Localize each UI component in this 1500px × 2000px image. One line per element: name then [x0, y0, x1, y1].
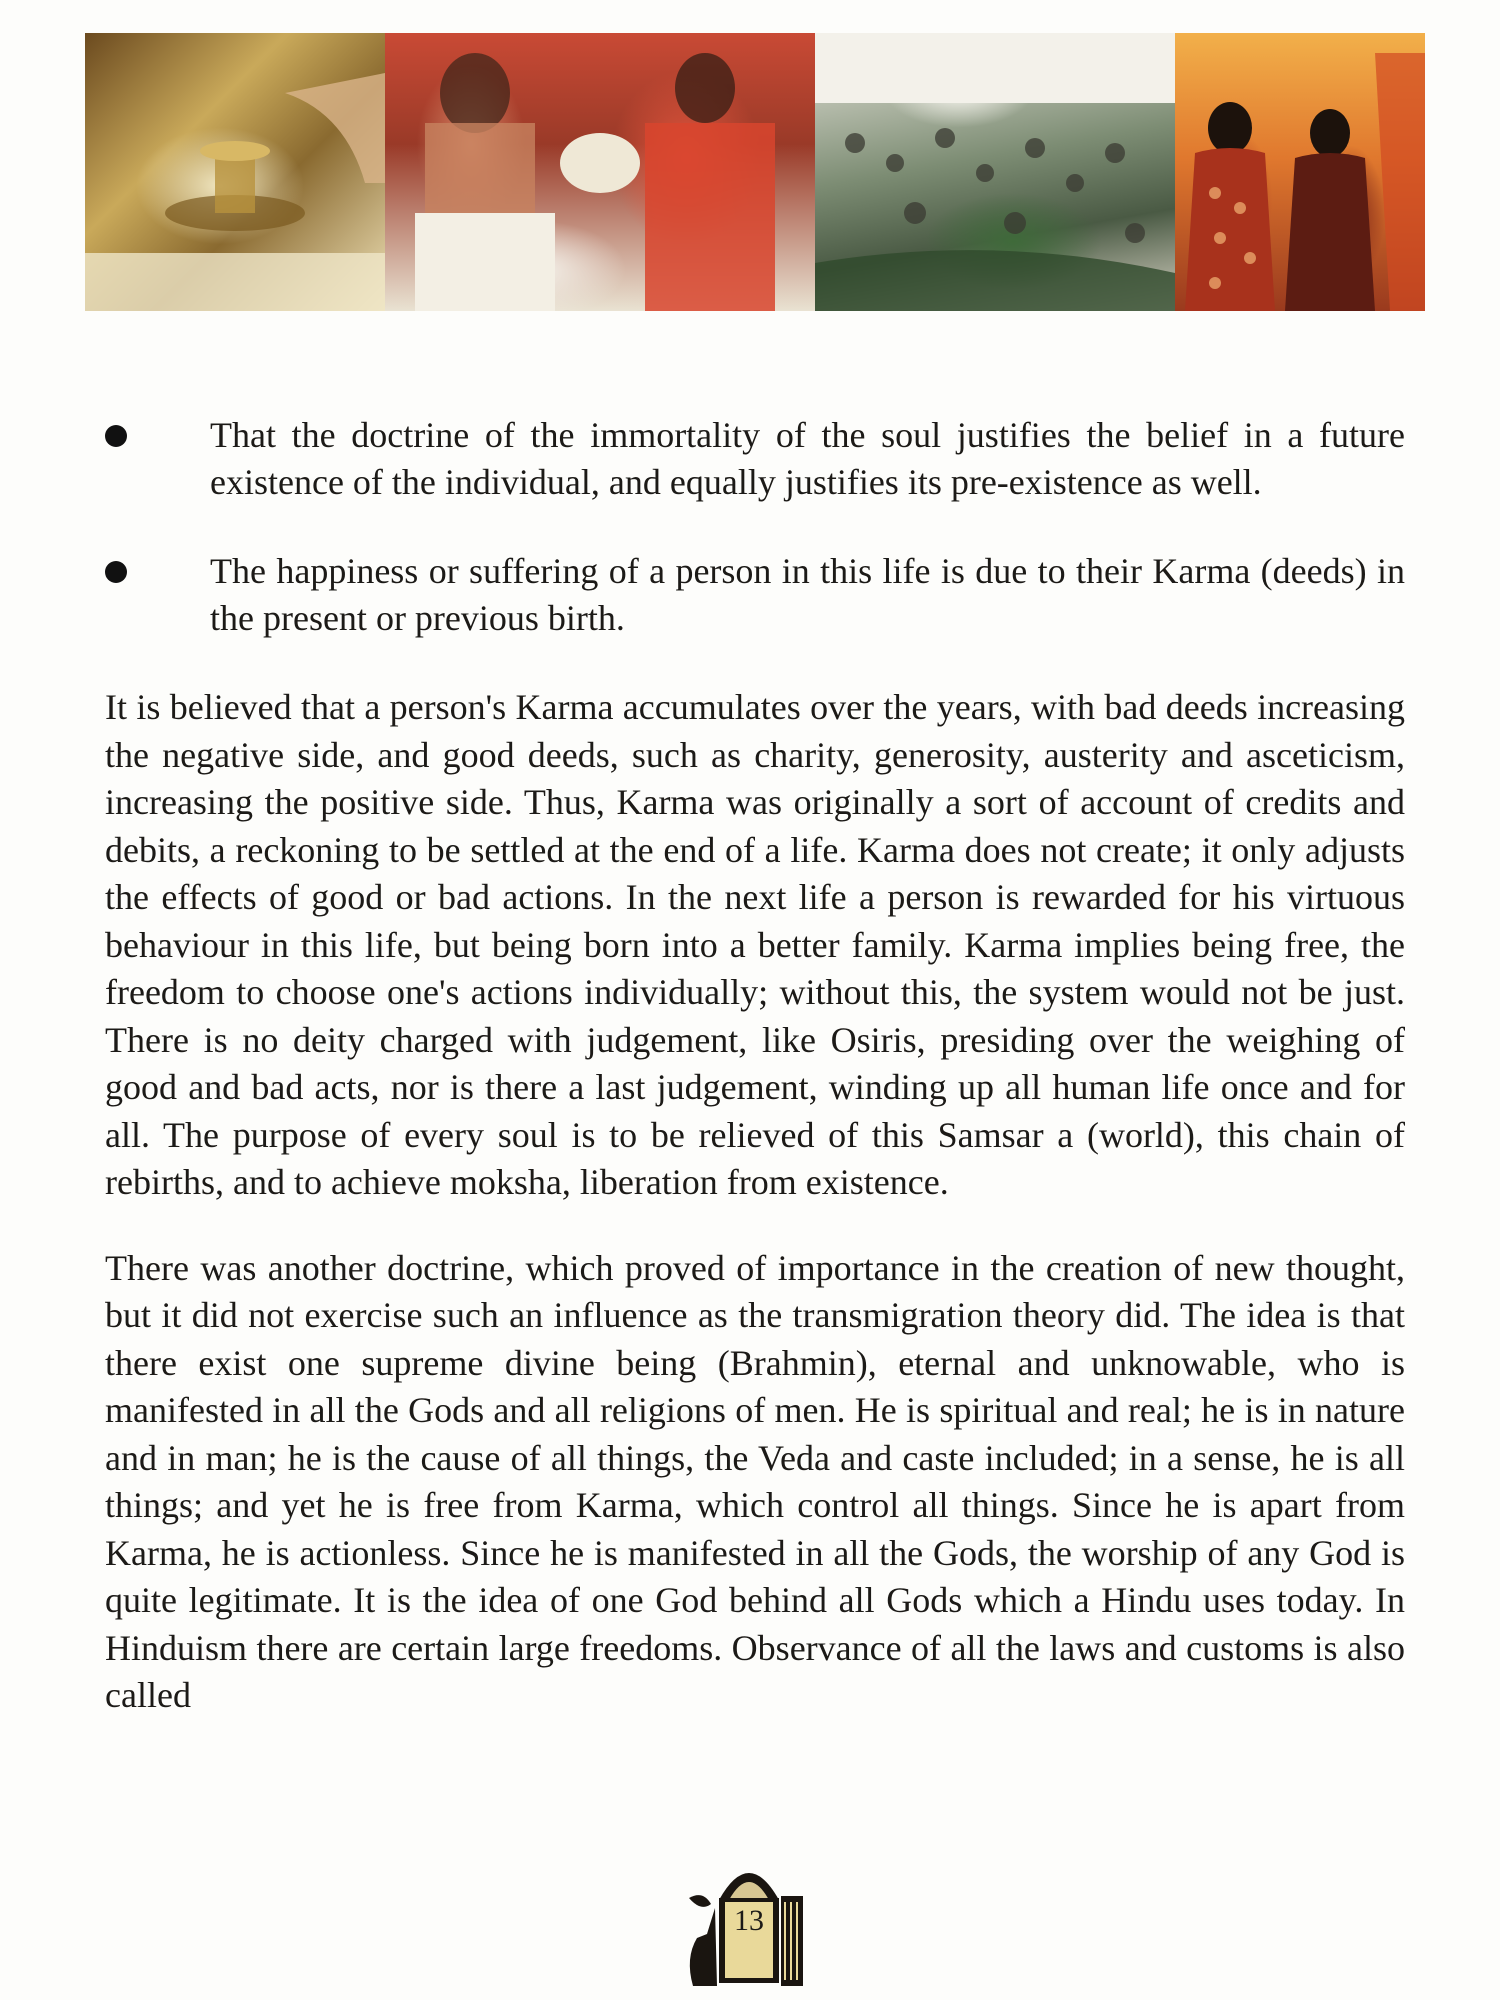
women-in-saris-photo	[1175, 33, 1425, 311]
bullet-dot-icon	[105, 425, 127, 447]
page-number-emblem	[667, 1838, 827, 1988]
bullet-dot-icon	[105, 561, 127, 583]
bullet-text: The happiness or suffering of a person in this life is due to their Karma (deeds) in the present or previous birth.	[210, 551, 1405, 638]
bullet-item	[105, 548, 1405, 642]
body-paragraph: There was another doctrine, which proved of importance in the creation of new thought, but it did not exercise such an influence as the transmigration theory did. The idea is that there exist one supreme divine being (Brahmin), eternal and unknowable, who is manifested in all the Gods and all religions of men. He is spiritual and real; he is in nature and in man; he is the cause of all things, the Veda and caste included; in a sense, he is all things; and yet he is free from Karma, which control all things. Since he is apart from Karma, he is actionless. Since he is manifested in all the Gods, the worship of any God is quite legitimate. It is the idea of one God behind all Gods which a Hindu uses today. In Hinduism there are certain large freedoms. Observance of all the laws and customs is also called	[105, 1247, 1405, 1715]
bullet-text: That the doctrine of the immortality of the soul justifies the belief in a future existence of the individual, and equally justifies its pre-existence as well.	[210, 415, 1405, 502]
page-number: 13	[734, 1904, 764, 1937]
priests-offering-photo	[385, 33, 815, 311]
ritual-lamp-photo	[85, 33, 385, 311]
river-bathing-crowd-photo	[815, 33, 1175, 311]
header-photo-strip	[85, 33, 1425, 311]
page-content	[105, 412, 1405, 1758]
body-paragraph: It is believed that a person's Karma accumulates over the years, with bad deeds increasing the negative side, and good deeds, such as charity, generosity, austerity and asceticism, increasing the positive side. Thus, Karma was originally a sort of account of credits and debits, a reckoning to be settled at the end of a life. Karma does not create; it only adjusts the effects of good or bad actions. In the next life a person is rewarded for his virtuous behaviour in this life, but being born into a better family. Karma implies being free, the freedom to choose one's actions individually; without this, the system would not be just. There is no deity charged with judgement, like Osiris, presiding over the weighing of good and bad acts, nor is there a last judgement, winding up all human life once and for all. The purpose of every soul is to be relieved of this Samsar a (world), this chain of rebirths, and to achieve moksha, liberation from existence.	[105, 687, 1405, 1202]
bullet-item	[105, 412, 1405, 506]
